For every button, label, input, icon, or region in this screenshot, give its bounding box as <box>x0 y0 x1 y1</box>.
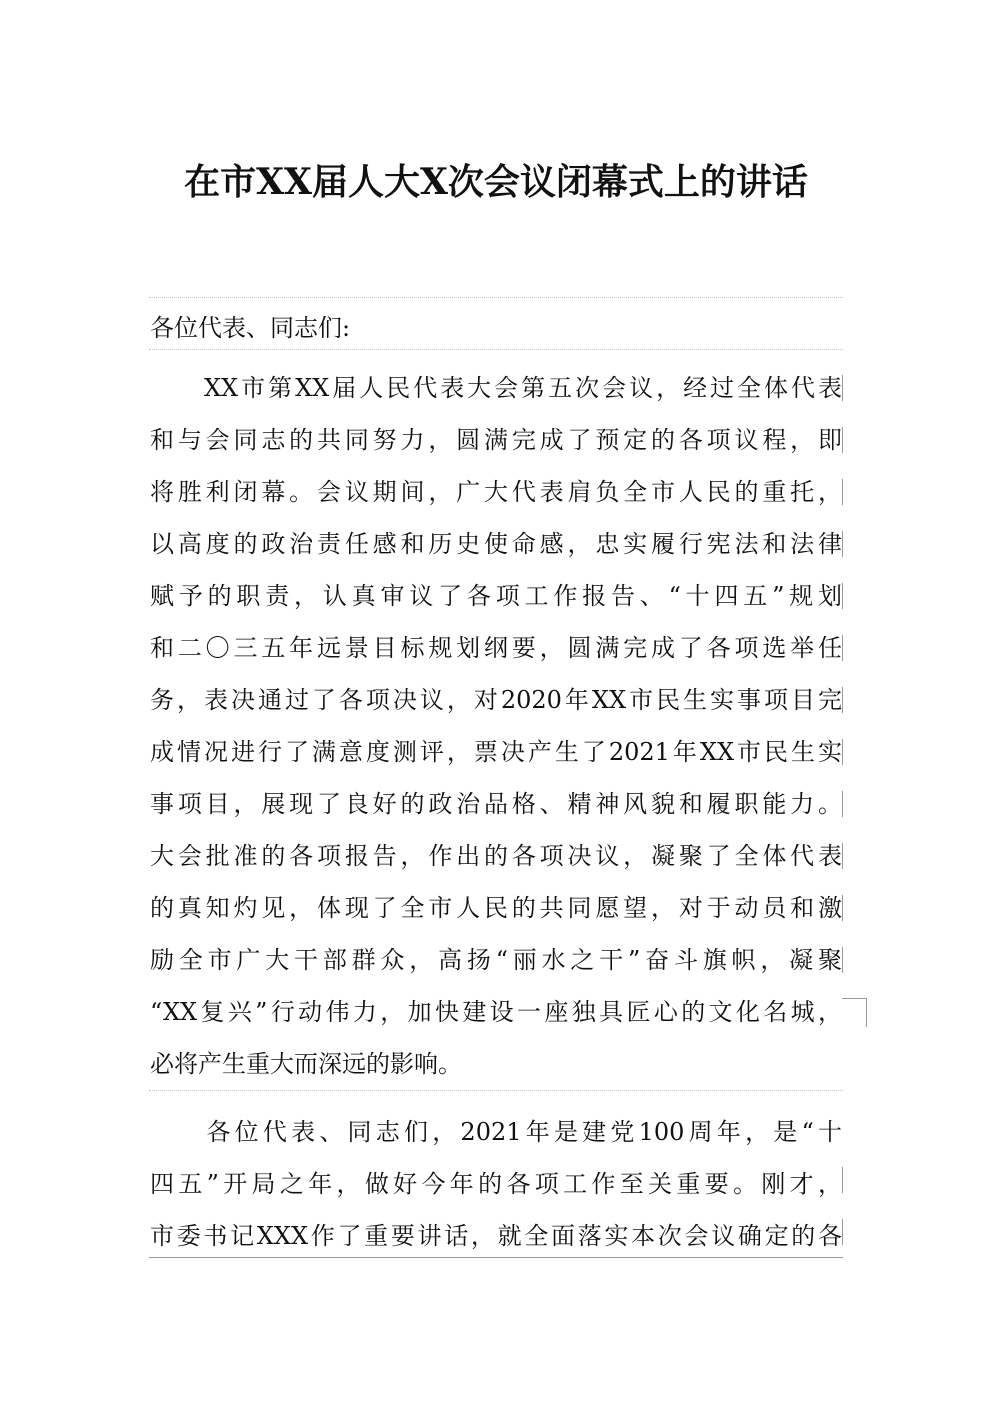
line-end-marker <box>842 583 843 609</box>
line-end-marker <box>842 635 843 661</box>
paragraph-line: XX市第XX届人民代表大会第五次会议，经过全体代表 <box>150 374 842 402</box>
paragraph-line: 四五”开局之年，做好今年的各项工作至关重要。刚才， <box>150 1170 842 1198</box>
paragraph-line: “XX复兴”行动伟力，加快建设一座独具匠心的文化名城， <box>150 998 842 1026</box>
line-end-marker <box>842 375 843 401</box>
paragraph-line: 将胜利闭幕。会议期间，广大代表肩负全市人民的重托， <box>150 478 842 506</box>
paragraph-line: 和与会同志的共同努力，圆满完成了预定的各项议程，即 <box>150 426 842 454</box>
overflow-corner-marker <box>842 998 867 1027</box>
line-end-marker <box>842 687 843 713</box>
paragraph-line: 成情况进行了满意度测评，票决产生了2021年XX市民生实 <box>150 738 842 766</box>
line-end-marker <box>842 843 843 869</box>
paragraph-line: 务，表决通过了各项决议，对2020年XX市民生实事项目完 <box>150 686 842 714</box>
line-end-marker <box>842 791 843 817</box>
line-end-marker <box>842 479 843 505</box>
line-end-marker <box>842 895 843 921</box>
paragraph-line: 大会批准的各项报告，作出的各项决议，凝聚了全体代表 <box>150 842 842 870</box>
text-area-divider <box>149 349 843 350</box>
paragraph-line: 的真知灼见，体现了全市人民的共同愿望，对于动员和激 <box>150 894 842 922</box>
salutation: 各位代表、同志们: <box>150 314 351 342</box>
paragraph-line: 赋予的职责，认真审议了各项工作报告、“十四五”规划 <box>150 582 842 610</box>
line-end-marker <box>842 427 843 453</box>
paragraph-line: 必将产生重大而深远的影响。 <box>150 1050 462 1078</box>
page-title: 在市XX届人大X次会议闭幕式上的讲话 <box>184 161 808 203</box>
paragraph-line: 市委书记XXX作了重要讲话，就全面落实本次会议确定的各 <box>150 1222 842 1250</box>
line-end-marker <box>842 947 843 973</box>
paragraph-line: 各位代表、同志们，2021年是建党100周年，是“十 <box>150 1118 842 1146</box>
text-area-top-rule <box>149 297 843 298</box>
paragraph-divider <box>149 1090 843 1091</box>
line-end-marker <box>842 1167 843 1193</box>
paragraph-line: 事项目，展现了良好的政治品格、精神风貌和履职能力。 <box>150 790 842 818</box>
line-end-marker <box>842 739 843 765</box>
paragraph-line: 以高度的政治责任感和历史使命感，忠实履行宪法和法律 <box>150 530 842 558</box>
line-end-marker <box>842 531 843 557</box>
line-end-marker <box>842 1219 843 1245</box>
page-bottom-rule <box>149 1257 843 1258</box>
paragraph-line: 和二〇三五年远景目标规划纲要，圆满完成了各项选举任 <box>150 634 842 662</box>
paragraph-line: 励全市广大干部群众，高扬“丽水之干”奋斗旗帜，凝聚 <box>150 946 842 974</box>
